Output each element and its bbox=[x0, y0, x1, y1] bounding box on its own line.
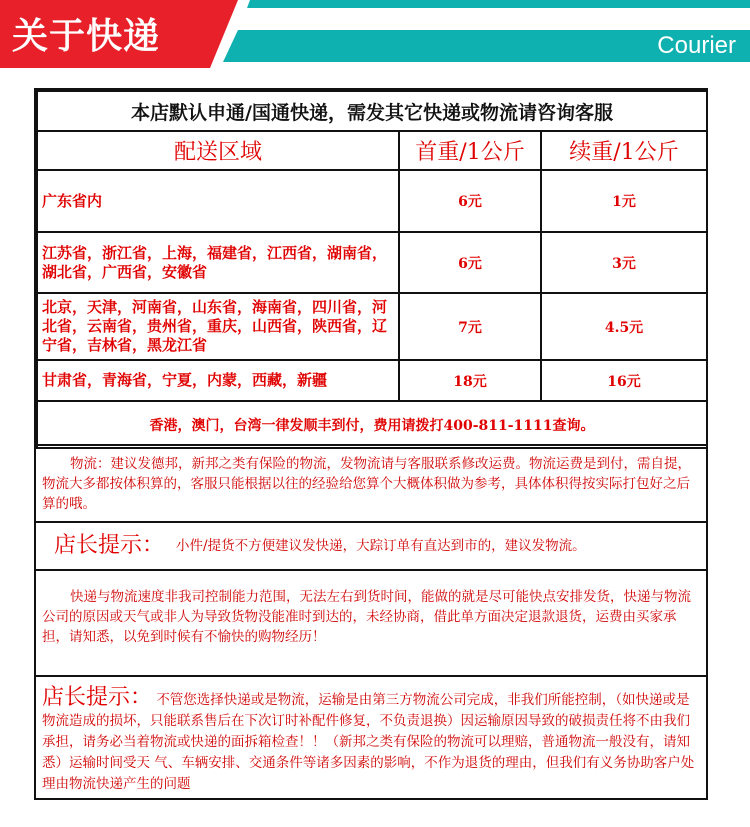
shipping-info-frame bbox=[34, 88, 708, 800]
table-row bbox=[37, 293, 707, 360]
hk-macau-taiwan-notice: 香港，澳门，台湾一律发顺丰到付，费用请拨打400-811-1111查询。 bbox=[37, 401, 707, 448]
extra-weight-price: 1元 bbox=[541, 170, 707, 232]
region-cell: 北京，天津，河南省，山东省，海南省，四川省，河北省，云南省，贵州省，重庆，山西省，陕西省，辽宁省，吉林省，黑龙江省 bbox=[37, 293, 399, 360]
table-row bbox=[37, 170, 707, 232]
rate-table bbox=[36, 90, 708, 449]
first-weight-price: 6元 bbox=[399, 170, 541, 232]
default-courier-notice: 本店默认申通/国通快递，需发其它快递或物流请咨询客服 bbox=[37, 91, 707, 131]
shopkeeper-tip-damage bbox=[36, 675, 706, 798]
table-row bbox=[37, 360, 707, 401]
logistics-note: 物流：建议发德邦，新邦之类有保险的物流，发物流请与客服联系修改运费。物流运费是到付，需自提，物流大多都按体积算的，客服只能根据以往的经验给您算个大概体积做为参考，具体体积得按实际打包好之后算的哦。 bbox=[36, 444, 706, 521]
banner-subtitle: Courier bbox=[657, 32, 736, 59]
banner-teal-top-line bbox=[247, 0, 750, 8]
region-cell: 广东省内 bbox=[37, 170, 399, 232]
region-cell: 甘肃省，青海省，宁夏，内蒙，西藏，新疆 bbox=[37, 360, 399, 401]
tip-text: 小件/提货不方便建议发快递，大踪订单有直达到市的，建议发物流。 bbox=[176, 538, 586, 554]
column-header-region: 配送区域 bbox=[37, 131, 399, 170]
region-cell: 江苏省，浙江省，上海，福建省，江西省，湖南省，湖北省，广西省，安徽省 bbox=[37, 232, 399, 293]
notes-section bbox=[36, 444, 706, 798]
extra-weight-price: 3元 bbox=[541, 232, 707, 293]
first-weight-price: 7元 bbox=[399, 293, 541, 360]
column-header-extra-weight: 续重/1公斤 bbox=[541, 131, 707, 170]
delivery-speed-note: 快递与物流速度非我司控制能力范围，无法左右到货时间，能做的就是尽可能快点安排发货，快递与物流公司的原因或天气或非人为导致货物没能准时到达的，未经协商，借此单方面决定退款退货，运费由买家承担，请知悉，以免到时候有不愉快的购物经历！ bbox=[36, 569, 706, 675]
tip-label: 店长提示： bbox=[42, 685, 153, 710]
first-weight-price: 6元 bbox=[399, 232, 541, 293]
tip-label: 店长提示： bbox=[54, 533, 165, 558]
extra-weight-price: 4.5元 bbox=[541, 293, 707, 360]
extra-weight-price: 16元 bbox=[541, 360, 707, 401]
table-row bbox=[37, 232, 707, 293]
column-header-first-weight: 首重/1公斤 bbox=[399, 131, 541, 170]
banner-title: 关于快递 bbox=[12, 16, 161, 57]
shopkeeper-tip-small-items bbox=[36, 521, 706, 569]
tip-text: 不管您选择快递或是物流，运输是由第三方物流公司完成，非我们所能控制，（如快递或是物流造成的损坏，只能联系售后在下次订时补配件修复，不负责退换）因运输原因导致的破损责任将不由我们承担，请务必当着物流或快递的面拆箱检查！！（新邦之类有保险的物流可以理赔，普通物流一般没有，请知悉）运输时间受天 气、车辆安排、交通条件等诸多因素的影响，不作为退货的理由，但我们有义务协助客户处理由物流快递产生的问题 bbox=[42, 692, 695, 792]
first-weight-price: 18元 bbox=[399, 360, 541, 401]
banner bbox=[0, 0, 750, 68]
